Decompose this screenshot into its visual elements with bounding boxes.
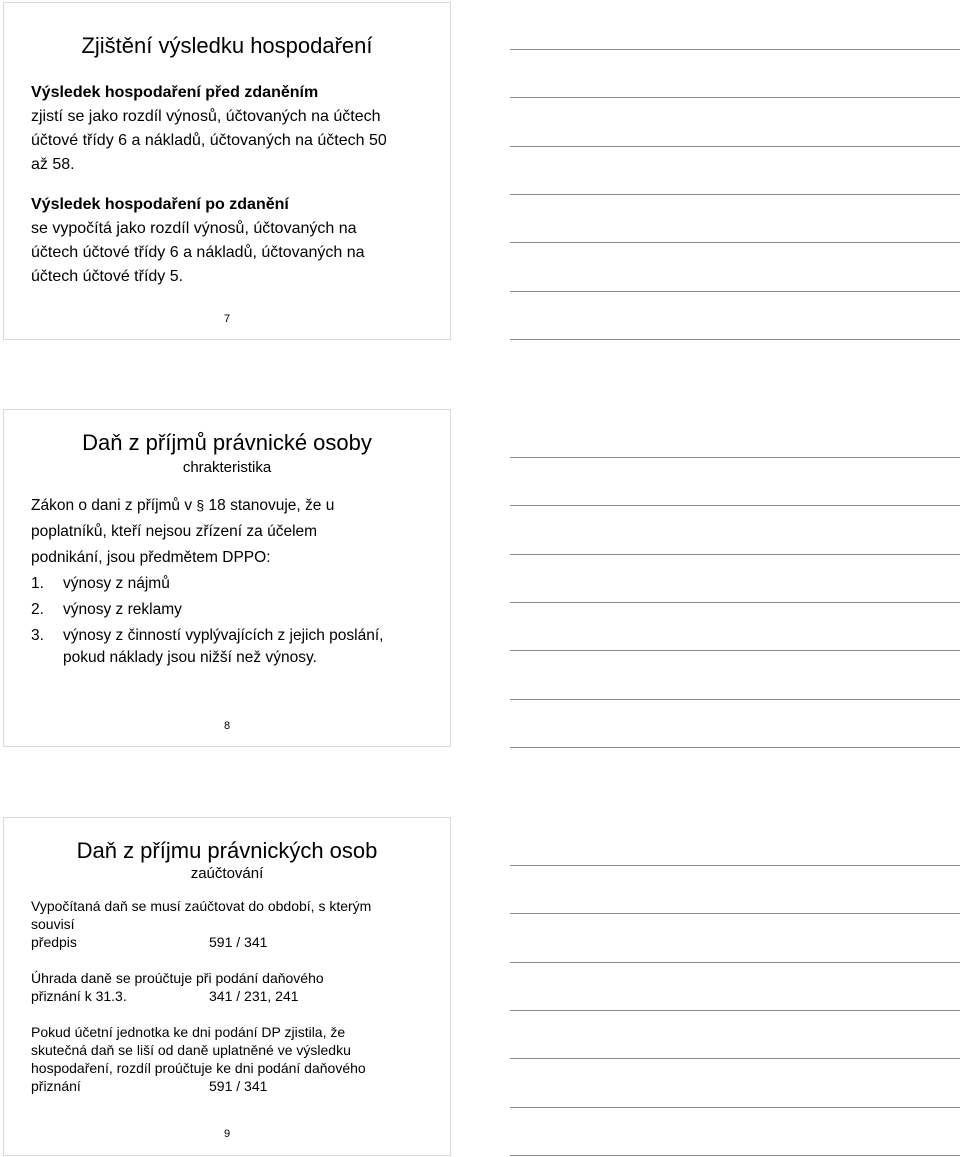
entry-row: přiznání 591 / 341 [31, 1078, 268, 1094]
page-number: 7 [223, 313, 231, 325]
note-line [510, 699, 960, 700]
body-line: účtech účtové třídy 5. [31, 268, 184, 285]
note-line [510, 650, 960, 651]
note-line [510, 291, 960, 292]
slide-title: Daň z příjmů právnické osoby [82, 430, 372, 455]
body-line: Pokud účetní jednotka ke dni podání DP zjistila, že [31, 1024, 346, 1040]
body-line: podnikání, jsou předmětem DPPO: [31, 549, 271, 566]
slide-subtitle: zaúčtování [190, 865, 264, 882]
body-line [31, 492, 431, 519]
slide-subtitle: chrakteristika [182, 459, 272, 476]
list-item: 2. výnosy z reklamy [31, 601, 182, 618]
note-line [510, 865, 960, 866]
note-line [510, 505, 960, 506]
slide-7 [3, 2, 451, 340]
note-line [510, 554, 960, 555]
note-line [510, 457, 960, 458]
body-line: se vypočítá jako rozdíl výnosů, účtovaných na [31, 220, 357, 237]
section-sign: § [196, 497, 205, 513]
note-line [510, 49, 960, 50]
note-line [510, 602, 960, 603]
slide-8 [3, 409, 451, 747]
body-line: účtech účtové třídy 6 a nákladů, účtovaných na [31, 244, 365, 261]
intro-text: Zákon o dani z příjmů v [31, 497, 197, 514]
note-line [510, 97, 960, 98]
body-line: souvisí [31, 916, 75, 932]
list-item: 1. výnosy z nájmů [31, 575, 170, 592]
slide-title: Daň z příjmu právnických osob [76, 838, 378, 863]
note-line [510, 1155, 960, 1156]
body-line: zjistí se jako rozdíl výnosů, účtovaných na účtech [31, 108, 381, 125]
note-line [510, 962, 960, 963]
note-line [510, 747, 960, 748]
slide-9 [3, 817, 451, 1156]
list-item: 3. výnosy z činností vyplývajících z jejich poslání, pokud náklady jsou nižší než výnosy. [31, 627, 384, 666]
block-heading: Výsledek hospodaření po zdanění [31, 196, 289, 213]
numbered-list [31, 571, 431, 669]
entry-row: předpis 591 / 341 [31, 934, 268, 950]
note-line [510, 1010, 960, 1011]
body-line: poplatníků, kteří nejsou zřízení za účelem [31, 523, 318, 540]
entry-row: přiznání k 31.3. 341 / 231, 241 [31, 988, 299, 1004]
body-line: skutečná daň se liší od daně uplatněné ve výsledku [31, 1042, 351, 1058]
body-line: až 58. [31, 156, 75, 173]
note-line [510, 146, 960, 147]
body-line: hospodaření, rozdíl proúčtuje ke dni podání daňového [31, 1060, 366, 1076]
slide-body [31, 492, 431, 669]
note-line [510, 913, 960, 914]
body-line: účtové třídy 6 a nákladů, účtovaných na účtech 50 [31, 132, 387, 149]
intro-text: 18 stanovuje, že u [204, 497, 335, 514]
note-line [510, 194, 960, 195]
body-line: Vypočítaná daň se musí zaúčtovat do období, s kterým [31, 898, 372, 914]
slide-body [31, 897, 431, 1095]
block-heading: Výsledek hospodaření před zdaněním [31, 84, 319, 101]
slide-title: Zjištění výsledku hospodaření [81, 33, 373, 58]
note-line [510, 242, 960, 243]
body-line: Úhrada daně se proúčtuje při podání daňového [31, 970, 324, 986]
page-number: 9 [223, 1128, 231, 1140]
note-line [510, 339, 960, 340]
page-number: 8 [223, 720, 231, 732]
slide-body [31, 81, 387, 289]
note-line [510, 1058, 960, 1059]
note-line [510, 1107, 960, 1108]
